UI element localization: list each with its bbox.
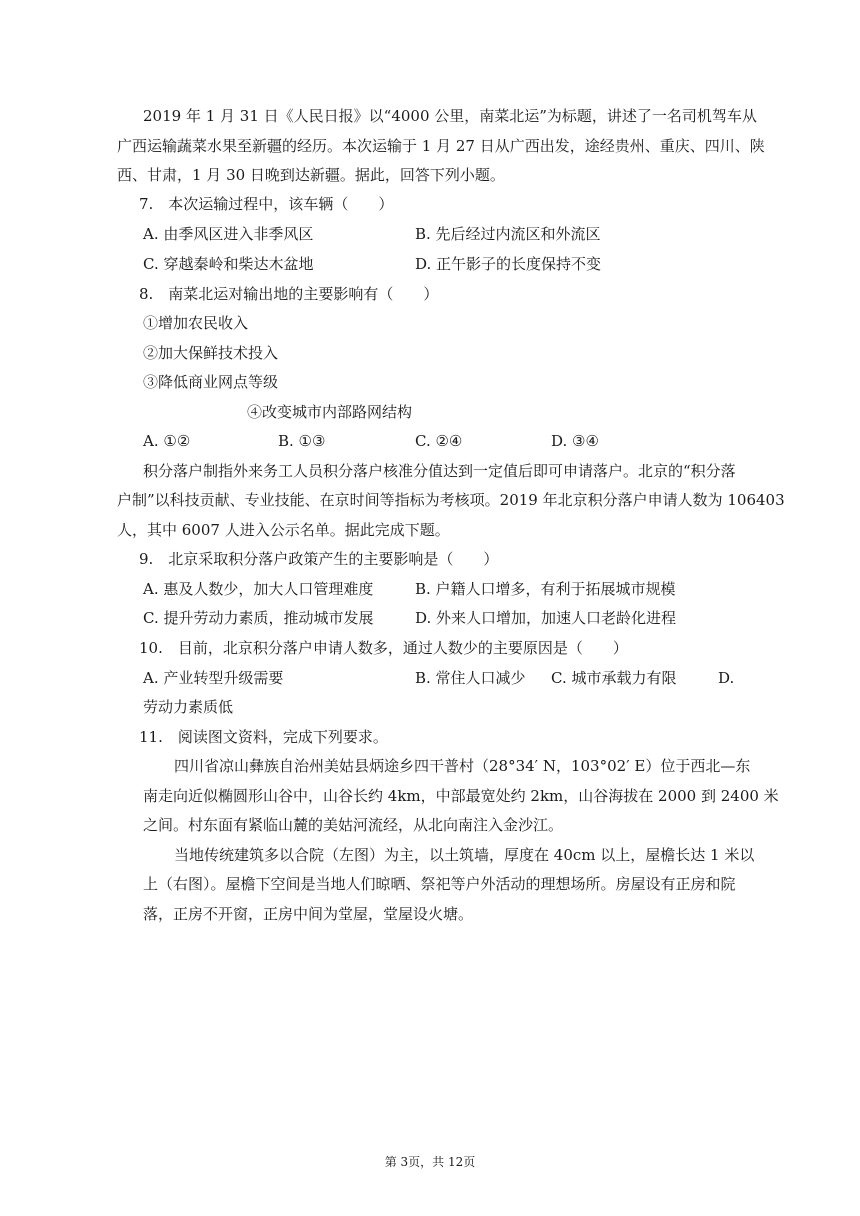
option-c: C. 穿越秦岭和柴达木盆地	[143, 255, 314, 273]
material-line: 落，正房不开窗，正房中间为堂屋，堂屋设火塘。	[143, 905, 474, 923]
question-stem: 11. 阅读图文资料，完成下列要求。	[139, 728, 388, 746]
material-line: 之间。村东面有紧临山麓的美姑河流经，从北向南注入金沙江。	[143, 816, 564, 834]
material-line: 当地传统建筑多以合院（左图）为主，以土筑墙，厚度在 40cm 以上，屋檐长达 1 米以	[174, 846, 755, 864]
option-a: A. 惠及人数少，加大人口管理难度	[143, 580, 374, 598]
question-stem: 9. 北京采取积分落户政策产生的主要影响是（ ）	[139, 550, 499, 568]
option-d: D. ③④	[551, 432, 599, 450]
option-c: C. 城市承载力有限	[551, 669, 677, 687]
statement-1: ①增加农民收入	[143, 314, 249, 332]
passage-line: 人，其中 6007 人进入公示名单。据此完成下题。	[117, 521, 450, 539]
statement-4: ④改变城市内部路网结构	[247, 403, 413, 421]
question-stem: 7. 本次运输过程中，该车辆（ ）	[139, 195, 394, 213]
option-b: B. ①③	[278, 432, 326, 450]
passage-line: 西、甘肃，1 月 30 日晚到达新疆。据此，回答下列小题。	[117, 166, 505, 184]
material-line: 上（右图）。屋檐下空间是当地人们晾晒、祭祀等户外活动的理想场所。房屋设有正房和院	[143, 875, 736, 893]
option-d: D. 正午影子的长度保持不变	[415, 255, 602, 273]
passage-line: 积分落户制指外来务工人员积分落户核准分值达到一定值后即可申请落户。北京的“积分落	[143, 462, 736, 480]
material-line: 南走向近似椭圆形山谷中，山谷长约 4km，中部最宽处约 2km，山谷海拔在 2000 到 2400 米	[143, 787, 779, 805]
passage-line: 2019 年 1 月 31 日《人民日报》以“4000 公里，南菜北运”为标题，讲述了一名司机驾车从	[143, 107, 757, 125]
option-a: A. 由季风区进入非季风区	[143, 225, 314, 243]
material-line: 四川省凉山彝族自治州美姑县炳途乡四干普村（28°34′ N，103°02′ E）位于西北—东	[174, 757, 751, 775]
option-c: C. 提升劳动力素质，推动城市发展	[143, 609, 374, 627]
option-d: D. 外来人口增加，加速人口老龄化进程	[415, 609, 677, 627]
option-d-text: 劳动力素质低	[143, 698, 234, 716]
option-a: A. ①②	[143, 432, 191, 450]
option-b: B. 户籍人口增多，有利于拓展城市规模	[415, 580, 676, 598]
option-b: B. 先后经过内流区和外流区	[415, 225, 601, 243]
passage-line: 广西运输蔬菜水果至新疆的经历。本次运输于 1 月 27 日从广西出发，途经贵州、重庆、四川、陕	[117, 137, 765, 155]
page-footer: 第 3页，共 12页	[384, 1155, 476, 1169]
passage-line: 户制”以科技贡献、专业技能、在京时间等指标为考核项。2019 年北京积分落户申请人数为 106403	[117, 491, 785, 509]
question-stem: 10. 目前，北京积分落户申请人数多，通过人数少的主要原因是（ ）	[139, 639, 628, 657]
option-c: C. ②④	[415, 432, 463, 450]
question-stem: 8. 南菜北运对输出地的主要影响有（ ）	[139, 285, 439, 303]
option-d-label: D.	[718, 669, 735, 687]
option-a: A. 产业转型升级需要	[143, 669, 284, 687]
option-b: B. 常住人口减少	[415, 669, 526, 687]
statement-2: ②加大保鲜技术投入	[143, 344, 279, 362]
statement-3: ③降低商业网点等级	[143, 373, 279, 391]
